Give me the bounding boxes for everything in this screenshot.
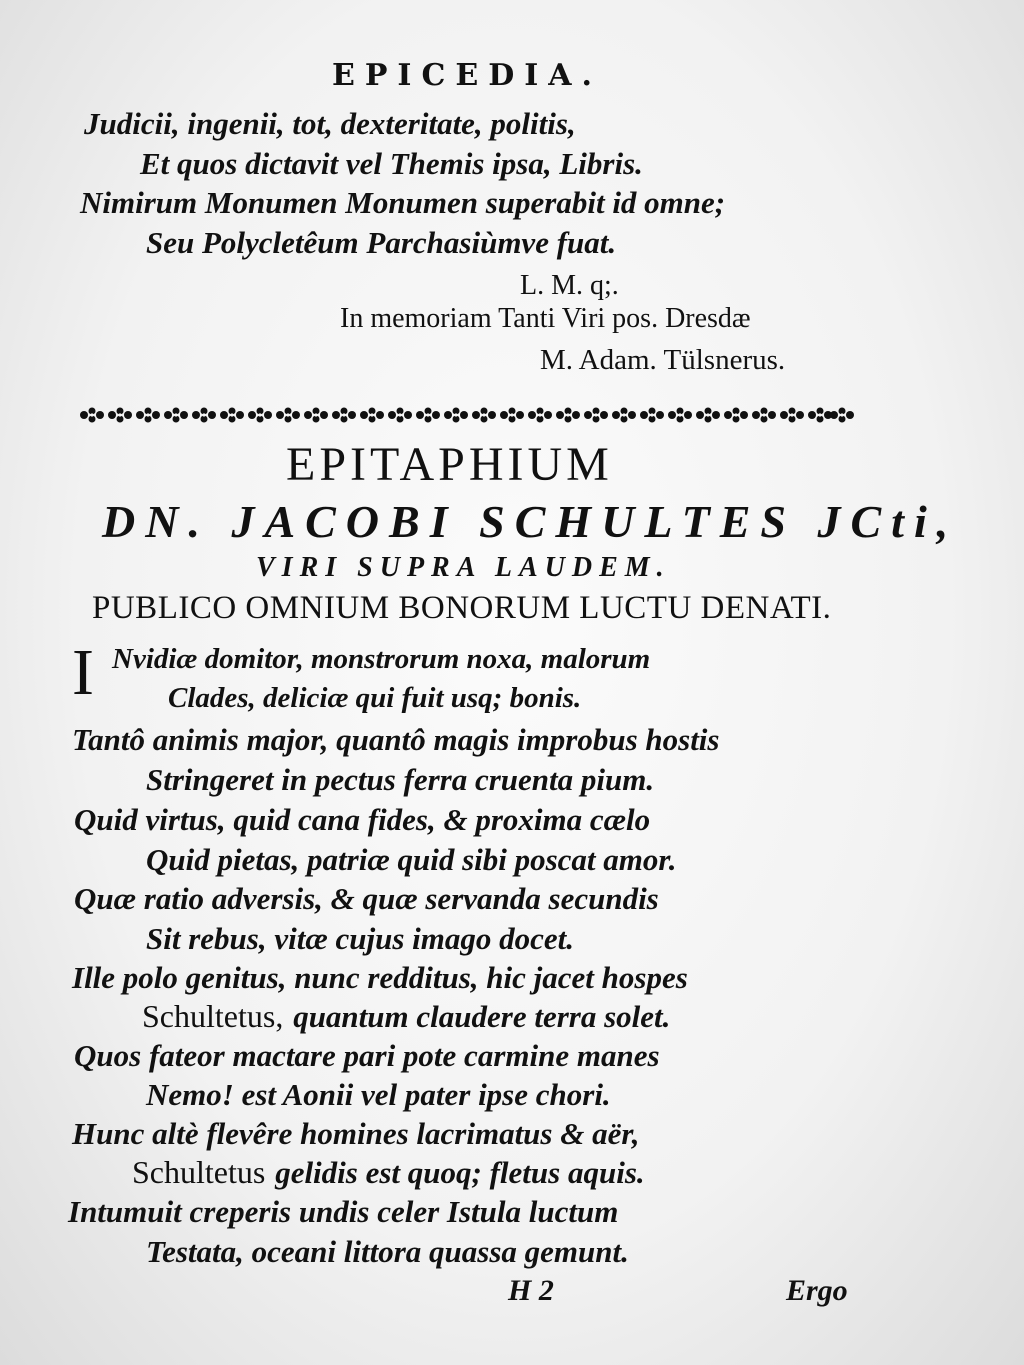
epitaph-line-14 (132, 1154, 645, 1191)
epitaph-line-9: Ille polo genitus, nunc redditus, hic jacet hospes (72, 960, 688, 995)
epicedium-verse-3: Nimirum Monumen Monumen superabit id omne; (80, 185, 726, 220)
epitaph-line-16: Testata, oceani littora quassa gemunt. (146, 1234, 629, 1269)
epitaph-line-4: Stringeret in pectus ferra cruenta pium. (146, 762, 655, 797)
ornament-divider (78, 403, 854, 427)
epicedium-verse-4: Seu Polycletêum Parchasiùmve fuat. (146, 225, 617, 260)
epitaph-line-14-rest: gelidis est quoq; fletus aquis. (275, 1155, 645, 1190)
epitaph-line-11: Quos fateor mactare pari pote carmine manes (74, 1038, 660, 1073)
epitaph-line-2: Clades, deliciæ qui fuit usq; bonis. (168, 682, 582, 714)
epicedium-verse-2: Et quos dictavit vel Themis ipsa, Libris. (140, 146, 643, 181)
catchword: Ergo (786, 1274, 848, 1307)
epitaph-title: EPITAPHIUM (286, 438, 613, 491)
epitaph-line-5: Quid virtus, quid cana fides, & proxima cælo (74, 802, 651, 837)
epitaph-line-6: Quid pietas, patriæ quid sibi poscat amor. (146, 842, 677, 877)
epitaph-line-10 (142, 998, 670, 1035)
epitaph-line-13: Hunc altè flevêre homines lacrimatus & aër, (72, 1116, 640, 1151)
epitaph-line-10-rest: quantum claudere terra solet. (293, 999, 671, 1034)
epitaph-line-7: Quæ ratio adversis, & quæ servanda secundis (74, 881, 659, 916)
running-header: EPICEDIA. (332, 58, 602, 93)
epitaph-line-12: Nemo! est Aonii vel pater ipse chori. (146, 1077, 611, 1112)
epitaph-subject-name: DN. JACOBI SCHULTES JCti, (102, 496, 959, 547)
signature-initials: L. M. q;. (520, 270, 619, 301)
epitaph-subtitle: PUBLICO OMNIUM BONORUM LUCTU DENATI. (92, 590, 832, 626)
epitaph-line-3: Tantô animis major, quantô magis improbus hostis (72, 722, 720, 757)
epitaph-line-15: Intumuit creperis undis celer Istula luctum (68, 1194, 619, 1229)
signature-mark: H 2 (508, 1274, 554, 1307)
signature-dedication: In memoriam Tanti Viri pos. Dresdæ (340, 303, 751, 334)
name-schultetus: Schultetus, (142, 998, 284, 1034)
drop-capital: I (72, 636, 94, 709)
epicedium-verse-1: Judicii, ingenii, tot, dexteritate, politis, (84, 106, 576, 141)
signature-author: M. Adam. Tülsnerus. (540, 344, 786, 376)
epitaph-line-1: Nvidiæ domitor, monstrorum noxa, malorum (112, 643, 651, 675)
epitaph-subject-epithet: VIRI SUPRA LAUDEM. (256, 552, 671, 583)
epitaph-line-8: Sit rebus, vitæ cujus imago docet. (146, 921, 574, 956)
name-schultetus-2: Schultetus (132, 1154, 266, 1190)
